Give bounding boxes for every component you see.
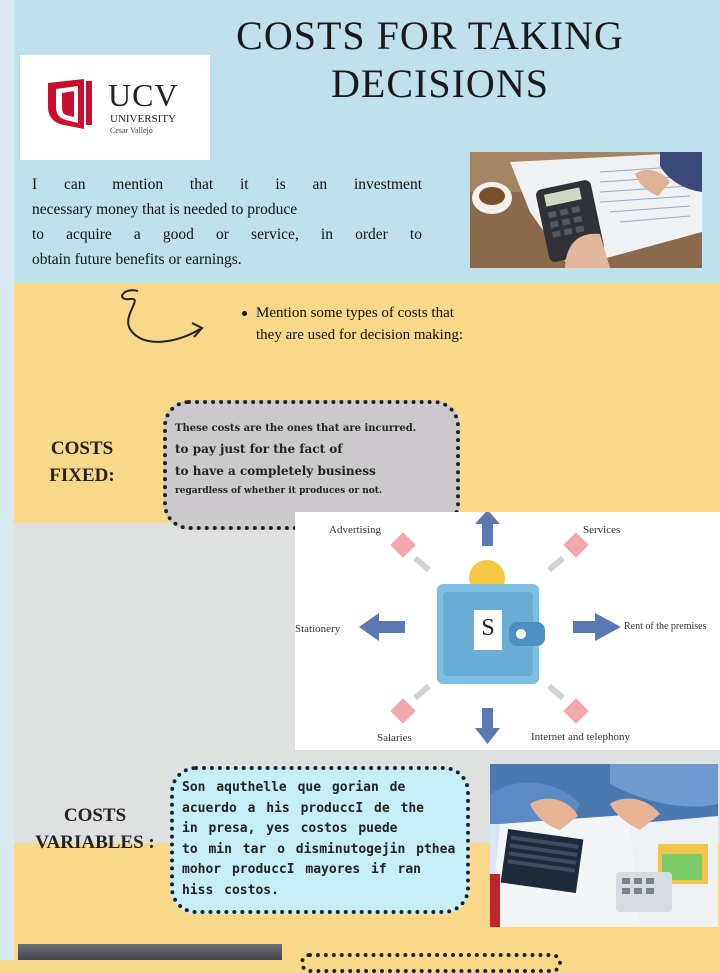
bottom-photo <box>18 944 282 960</box>
fixed-costs-label <box>32 435 132 489</box>
variable-text-line: acuerdo a his produccI de the <box>182 800 424 816</box>
title-line-1: COSTS FOR TAKING <box>236 13 624 58</box>
label-services: Services <box>583 524 621 536</box>
fixed-label-line-2: FIXED: <box>49 465 115 486</box>
arrow-down-head <box>475 728 500 744</box>
logo-ucv-text: UCV <box>108 77 179 113</box>
title-line-2: DECISIONS <box>331 61 549 106</box>
arrow-left-shaft <box>377 621 405 633</box>
arrow-up-head <box>475 512 500 524</box>
fixed-label-line-1: COSTS <box>50 438 114 459</box>
logo-tagline: Cesar Vallejo <box>110 126 153 135</box>
left-strip <box>0 0 14 960</box>
arrow-right-head <box>595 613 621 641</box>
arrow-left-head <box>359 613 379 641</box>
wallet-clasp <box>509 622 545 646</box>
question-line-2: they are used for decision making: <box>256 327 464 343</box>
label-rent: Rent of the premises <box>624 621 707 632</box>
label-advertising: Advertising <box>329 524 381 536</box>
curved-arrow-icon <box>108 285 218 355</box>
logo-university-text: UNIVERSITY <box>110 113 176 125</box>
diamond-icon <box>390 532 415 557</box>
ucv-emblem-icon <box>44 77 100 133</box>
diamond-icon <box>390 698 415 723</box>
variable-text-line: mohor produccI mayores if ran <box>182 862 421 877</box>
fixed-costs-box <box>163 400 460 530</box>
bottom-dotted-box <box>300 953 562 973</box>
arrow-right-shaft <box>573 621 597 633</box>
fixed-text-line: to have a completely business <box>175 464 376 478</box>
arrow-up-shaft <box>482 522 493 546</box>
fixed-text-line: These costs are the ones that are incurred. <box>175 423 417 434</box>
variable-label-line-2: VARIABLES : <box>35 832 155 853</box>
office-work-photo <box>490 764 718 927</box>
intro-line: necessary money that is needed to produce <box>32 201 298 218</box>
label-internet: Internet and telephony <box>531 731 630 743</box>
cost-types-diagram <box>295 512 720 750</box>
variable-costs-box <box>170 766 470 914</box>
variable-label-line-1: COSTS <box>63 805 127 826</box>
intro-line: to acquire a good or service, in order to <box>32 226 422 243</box>
page-title <box>150 12 710 108</box>
label-salaries: Salaries <box>377 732 412 744</box>
bullet-dot <box>242 311 247 316</box>
diamond-icon <box>563 698 588 723</box>
variable-costs-label <box>20 802 170 856</box>
variable-text-line: hiss costos. <box>182 882 279 898</box>
label-stationery: Stationery <box>295 623 341 635</box>
question-bullet <box>242 302 463 346</box>
question-line-1: Mention some types of costs that <box>256 305 454 321</box>
wallet-symbol: S <box>474 610 502 650</box>
calculator-photo <box>470 152 702 268</box>
intro-paragraph <box>32 172 422 272</box>
variable-text-line: to min tar o disminutogejin pthea <box>182 841 456 857</box>
fixed-text-line: regardless of whether it produces or not. <box>175 486 383 496</box>
arrow-down-shaft <box>482 708 493 730</box>
variable-text-line: Son aquthelle que gorian de <box>182 780 406 795</box>
ucv-logo <box>20 55 210 160</box>
variable-text-line: in presa, yes costos puede <box>182 821 398 836</box>
intro-line: I can mention that it is an investment <box>32 176 422 193</box>
diamond-icon <box>563 532 588 557</box>
intro-line: obtain future benefits or earnings. <box>32 251 242 268</box>
fixed-text-line: to pay just for the fact of <box>175 442 343 456</box>
